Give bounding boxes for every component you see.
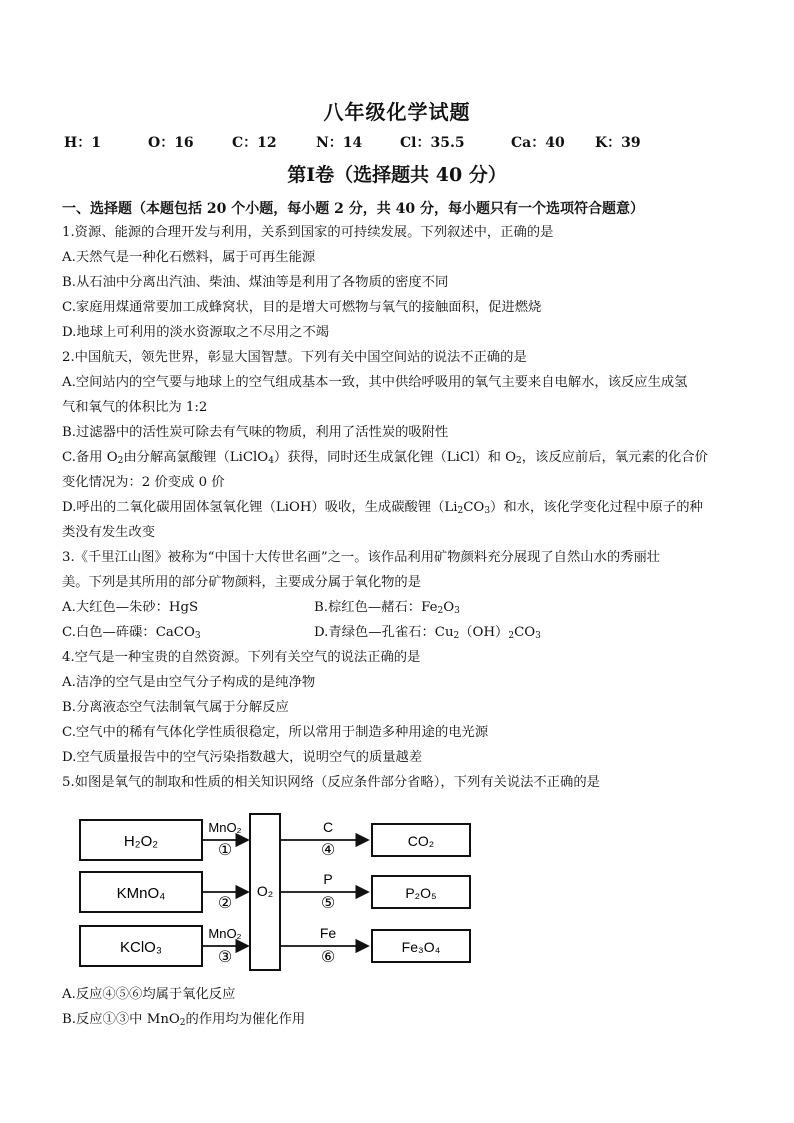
q2-option-a: A.空间站内的空气要与地球上的空气组成基本一致，其中供给呼吸用的氧气主要来自电解水，该反应生成氢 bbox=[62, 375, 688, 390]
oxygen-label: O₂ bbox=[256, 883, 274, 899]
q4-option-d: D.空气质量报告中的空气污染指数越大，说明空气的质量越差 bbox=[62, 750, 423, 765]
q2-option-a-cont: 气和氧气的体积比为 1:2 bbox=[62, 400, 208, 415]
q1-option-c: C.家庭用煤通常要加工成蜂窝状，目的是增大可燃物与氧气的接触面积，促进燃烧 bbox=[62, 300, 542, 315]
reagent-fe: Fe bbox=[319, 925, 337, 941]
mass-o: O：16 bbox=[148, 135, 194, 151]
q3-option-b: B.棕红色—赭石：$Fe_2O_3$ bbox=[314, 600, 460, 616]
product-co2: CO₂ bbox=[407, 833, 435, 849]
q1-stem: 1.资源、能源的合理开发与利用，关系到国家的可持续发展。下列叙述中，正确的是 bbox=[62, 225, 554, 240]
instructions: 一、选择题（本题包括 20 个小题，每小题 2 分，共 40 分，每小题只有一个选项符合题意） bbox=[62, 201, 644, 217]
mass-cl: Cl：35.5 bbox=[400, 135, 465, 151]
section-heading: 第Ⅰ卷（选择题共 40 分） bbox=[287, 164, 507, 186]
step-6-label: ⑥ bbox=[320, 949, 336, 966]
oxygen-network-diagram bbox=[72, 810, 482, 976]
catalyst-1: MnO₂ bbox=[208, 820, 242, 835]
q1-option-b: B.从石油中分离出汽油、柴油、煤油等是利用了各物质的密度不同 bbox=[62, 275, 449, 290]
q1-option-d: D.地球上可利用的淡水资源取之不尽用之不竭 bbox=[62, 325, 330, 340]
mass-k: K：39 bbox=[595, 135, 641, 151]
catalyst-3: MnO₂ bbox=[208, 926, 242, 941]
q4-option-b: B.分离液态空气法制氧气属于分解反应 bbox=[62, 700, 289, 715]
q5-option-a: A.反应④⑤⑥均属于氧化反应 bbox=[62, 987, 236, 1002]
product-p2o5: P₂O₅ bbox=[405, 885, 437, 901]
mass-c: C：12 bbox=[232, 135, 277, 151]
step-1-label: ① bbox=[217, 842, 233, 859]
q2-option-c-cont: 变化情况为：2 价变成 0 价 bbox=[62, 475, 225, 490]
q4-option-c: C.空气中的稀有气体化学性质很稳定，所以常用于制造多种用途的电光源 bbox=[62, 725, 489, 740]
q2-stem: 2.中国航天，领先世界，彰显大国智慧。下列有关中国空间站的说法不正确的是 bbox=[62, 350, 527, 365]
reactant-kmno4: KMnO₄ bbox=[116, 885, 166, 902]
product-fe3o4: Fe₃O₄ bbox=[401, 939, 441, 955]
q2-option-b: B.过滤器中的活性炭可除去有气味的物质，利用了活性炭的吸附性 bbox=[62, 425, 449, 440]
page-title: 八年级化学试题 bbox=[323, 100, 471, 124]
q3-stem: 3.《千里江山图》被称为“中国十大传世名画”之一。该作品利用矿物颜料充分展现了自然山水的秀丽壮 bbox=[62, 550, 661, 565]
q3-option-d: D.青绿色—孔雀石：$Cu_2(OH)_2CO_3$ bbox=[314, 625, 541, 641]
reagent-c: C bbox=[322, 819, 334, 835]
reactant-kclo3: KClO₃ bbox=[120, 939, 162, 956]
q3-stem-cont: 美。下列是其所用的部分矿物颜料，主要成分属于氧化物的是 bbox=[62, 575, 422, 590]
step-4-label: ④ bbox=[320, 842, 336, 859]
mass-n: N：14 bbox=[316, 135, 363, 151]
q5-option-b: B.反应①③中 MnO$_2$的作用均为催化作用 bbox=[62, 1012, 306, 1028]
q3-option-a: A.大红色—朱砂：HgS bbox=[62, 600, 199, 615]
q5-stem: 5.如图是氧气的制取和性质的相关知识网络（反应条件部分省略），下列有关说法不正确的是 bbox=[62, 775, 600, 790]
mass-h: H：1 bbox=[64, 135, 101, 151]
step-2-label: ② bbox=[217, 895, 233, 912]
step-3-label: ③ bbox=[217, 949, 233, 966]
step-5-label: ⑤ bbox=[320, 895, 336, 912]
q2-option-c: C.备用 $O_2$由分解高氯酸锂（LiClO$_4$）获得，同时还生成氯化锂（LiCl）和 $O_2$，该反应前后，氧元素的化合价 bbox=[62, 450, 708, 466]
q4-option-a: A.洁净的空气是由空气分子构成的是纯净物 bbox=[62, 675, 316, 690]
reagent-p: P bbox=[323, 871, 333, 887]
mass-ca: Ca：40 bbox=[511, 135, 565, 151]
q2-option-d: D.呼出的二氧化碳用固体氢氧化锂（LiOH）吸收，生成碳酸锂$(Li_2CO_3)$和水，该化学变化过程中原子的种 bbox=[62, 500, 703, 516]
reactant-h2o2: H₂O₂ bbox=[123, 833, 159, 850]
q2-option-d-cont: 类没有发生改变 bbox=[62, 525, 156, 540]
q4-stem: 4.空气是一种宝贵的自然资源。下列有关空气的说法正确的是 bbox=[62, 650, 421, 665]
q3-option-c: C.白色—砗磲：CaCO$_3$ bbox=[62, 625, 201, 641]
q1-option-a: A.天然气是一种化石燃料，属于可再生能源 bbox=[62, 250, 316, 265]
